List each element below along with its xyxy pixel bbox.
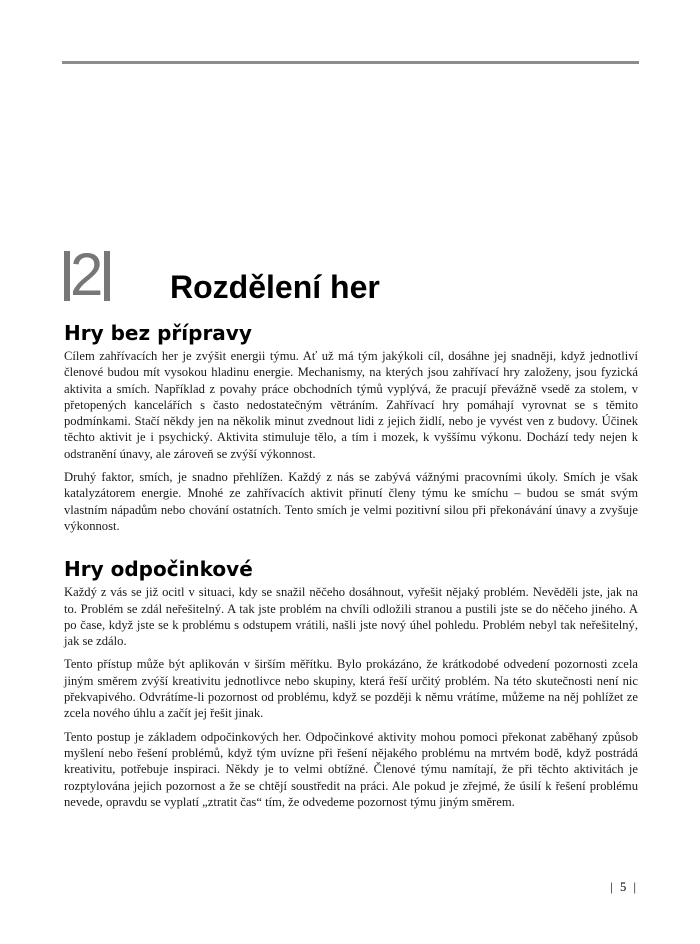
section-heading-hry-bez-pripravy: Hry bez přípravy bbox=[64, 321, 252, 345]
paragraph: Každý z vás se již ocitl v situaci, kdy se snažil něčeho dosáhnout, vyřešit nějaký problém. Nevěděli jste, jak na to. Problém se zdál neřešitelný. A tak jste problém na chvíli odložili stranou a pustili jste se do něčeho jiného. A po čase, když jste se k problému s odstupem vrátili, našli jste nový úhel pohledu. Problém nebyl tak neřešitelný, jak se zdálo. bbox=[64, 585, 638, 649]
chapter-number bbox=[64, 242, 110, 308]
chapter-heading bbox=[64, 242, 641, 312]
paragraph: Cílem zahřívacích her je zvýšit energii týmu. Ať už má tým jakýkoli cíl, dosáhne jej snadněji, když jednotliví členové budou mít vysokou hladinu energie. Mechanismy, na kterých jsou zahřívací hry založeny, jsou fyzická aktivita a smích. Například z povahy práce obchodních týmů vyplývá, že pracují převážně vsedě za stolem, v přetopených kancelářích s často nedostatečným větráním. Zahřívací hry pomáhají vyrovnat se s těmito podmínkami. Stačí někdy jen na několik minut zvednout lidi z jejich židlí, nebo je vyvést ven z budovy. Účinek těchto aktivit je i psychický. Aktivita stimuluje tělo, a tím i mozek, k vyššímu výkonu. Dochází tedy nejen k odstranění únavy, ale zároveň se zvýší výkonnost. bbox=[64, 349, 638, 461]
page-number-value: 5 bbox=[620, 880, 629, 894]
top-rule bbox=[62, 61, 639, 64]
page-number: | 5 | bbox=[610, 880, 638, 894]
chapter-title: Rozdělení her bbox=[170, 269, 380, 305]
paragraph: Druhý faktor, smích, je snadno přehlížen. Každý z nás se zabývá vážnými pracovními úkoly. Smích je však katalyzátorem energie. Mnohé ze zahřívacích aktivit přinutí členy týmu ke smíchu – budou se smát svým vlastním nápadům nebo chování ostatních. Tento smích je velmi pozitivní silou při překonávání únavy a zvyšuje výkonnost. bbox=[64, 470, 638, 533]
chapter-bar-right bbox=[104, 251, 110, 301]
page-content bbox=[64, 320, 638, 817]
section-heading-hry-odpocinkove: Hry odpočinkové bbox=[64, 557, 253, 582]
chapter-number-digit: 2 bbox=[70, 241, 105, 308]
paragraph: Tento přístup může být aplikován v širším měřítku. Bylo prokázáno, že krátkodobé odvedení pozornosti zcela jiným směrem zvýší kreativitu jednotlivce nebo skupiny, která řeší určitý problém. Na této skutečnosti není nic překvapivého. Odvrátíme-li pozornost od problému, když se později k němu vrátíme, můžeme na něj pohlížet ze zcela nového úhlu a začít jej řešit jinak. bbox=[64, 657, 638, 721]
paragraph: Tento postup je základem odpočinkových her. Odpočinkové aktivity mohou pomoci překonat zaběhaný způsob myšlení nebo řešení problémů, když tým uvízne při řešení nějakého problému na mrtvém bodě, když postrádá kreativitu, potřebuje inspiraci. Někdy je to velmi obtížné. Členové týmu namítají, že při těchto aktivitách je rozptylována jejich pozornost a že se chtějí soustředit na práci. Ale pokud je zřejmé, že úsilí k řešení problému nevede, opravdu se vyplatí „ztratit čas“ tím, že odvedeme pozornost týmu jiným směrem. bbox=[64, 729, 638, 809]
